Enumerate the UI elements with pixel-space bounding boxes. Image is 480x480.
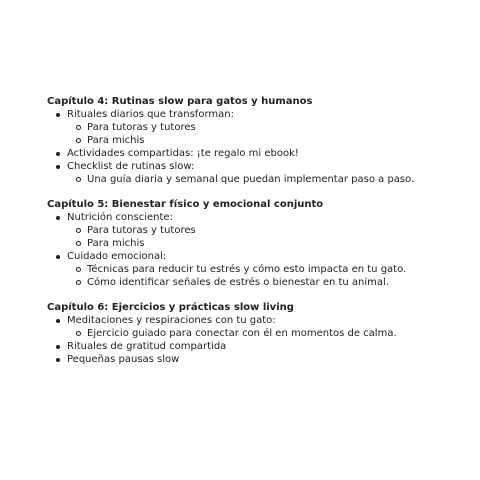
sub-list-item: Para tutoras y tutores [47,224,467,237]
sub-list-item: Cómo identificar señales de estrés o bienestar en tu animal. [47,276,467,289]
sub-list-item: Técnicas para reducir tu estrés y cómo esto impacta en tu gato. [47,263,467,276]
list-item: Rituales de gratitud compartida [47,340,467,353]
list-item: Nutrición consciente: [47,211,467,224]
list-item: Actividades compartidas: ¡te regalo mi ebook! [47,147,467,160]
chapter-title: Capítulo 6: Ejercicios y prácticas slow living [47,302,294,313]
bullet-list [47,108,467,186]
sub-list-item: Para michis [47,134,467,147]
list-item: Pequeñas pausas slow [47,353,467,366]
bullet-list [47,314,467,366]
bullet-list [47,211,467,289]
list-item: Checklist de rutinas slow: [47,160,467,173]
sub-list-item: Ejercicio guiado para conectar con él en momentos de calma. [47,327,467,340]
sub-list-item: Para michis [47,237,467,250]
chapter-5 [47,198,467,289]
sub-list-item: Una guía diaria y semanal que puedan implementar paso a paso. [47,173,467,186]
list-item: Rituales diarios que transforman: [47,108,467,121]
sub-list-item: Para tutoras y tutores [47,121,467,134]
chapter-title: Capítulo 4: Rutinas slow para gatos y humanos [47,96,313,107]
document-page [47,95,467,378]
chapter-4 [47,95,467,186]
chapter-6 [47,301,467,366]
chapter-title: Capítulo 5: Bienestar físico y emocional conjunto [47,199,324,210]
list-item: Cuidado emocional: [47,250,467,263]
list-item: Meditaciones y respiraciones con tu gato: [47,314,467,327]
